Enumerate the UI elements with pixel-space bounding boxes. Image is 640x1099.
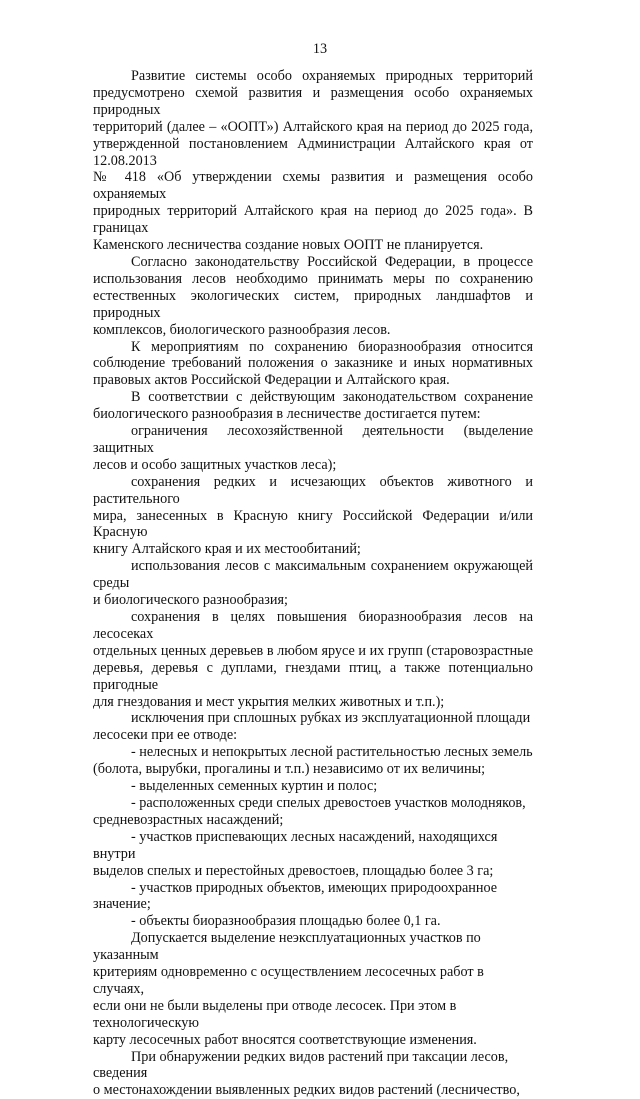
text-line: Согласно законодательству Российской Федерации, в процессе	[131, 253, 533, 270]
text-line: карту лесосечных работ вносятся соответствующие изменения.	[93, 1031, 477, 1048]
text-line: утвержденной постановлением Администрации Алтайского края от	[93, 135, 533, 152]
text-line: предусмотрено схемой развития и размещения особо охраняемых природных	[93, 84, 533, 118]
page-number: 13	[312, 41, 328, 57]
text-line: книгу Алтайского края и их местообитаний;	[93, 541, 361, 558]
text-line: отдельных ценных деревьев в любом ярусе и их групп (старовозрастные	[93, 642, 533, 659]
text-line: лесосеки при ее отводе:	[93, 727, 238, 744]
text-line: естественных экологических систем, природных ландшафтов и природных	[93, 287, 533, 321]
text-line: 12.08.2013	[93, 152, 157, 169]
text-line: Развитие системы особо охраняемых природных территорий	[131, 68, 533, 84]
text-line: и биологического разнообразия;	[93, 592, 288, 609]
body-text	[93, 68, 533, 1099]
text-line: комплексов, биологического разнообразия лесов.	[93, 321, 391, 338]
text-line: территорий (далее – «ООПТ») Алтайского края на период до 2025 года,	[93, 118, 533, 135]
text-line: - нелесных и непокрытых лесной растительностью лесных земель	[131, 744, 533, 761]
text-line: ограничения лесохозяйственной деятельности (выделение защитных	[93, 423, 533, 456]
text-line: сохранения в целях повышения биоразнообразия лесов на лесосеках	[93, 609, 533, 642]
text-line: средневозрастных насаждений;	[93, 811, 284, 828]
text-line: - участков природных объектов, имеющих природоохранное значение;	[93, 879, 498, 913]
text-line: К мероприятиям по сохранению биоразнообразия относится	[131, 338, 533, 355]
text-line: - выделенных семенных куртин и полос;	[131, 778, 378, 795]
text-line: критериям одновременно с осуществлением лесосечных работ в случаях,	[93, 964, 484, 997]
text-line: Допускается выделение неэксплуатационных участков по указанным	[93, 930, 481, 964]
text-line: мира, занесенных в Красную книгу Российской Федерации и/или Красную	[93, 507, 533, 541]
text-line: правовых актов Российской Федерации и Алтайского края.	[93, 372, 450, 389]
text-line: соблюдение требований положения о заказнике и иных нормативных	[93, 355, 533, 372]
text-line: использования лесов с максимальным сохранением окружающей среды	[93, 558, 533, 592]
text-line: При обнаружении редких видов растений при таксации лесов, сведения	[93, 1048, 509, 1082]
text-line: природных территорий Алтайского края на период до 2025 года». В границах	[93, 203, 533, 237]
text-line: о местонахождении выявленных редких видов растений (лесничество,	[93, 1082, 520, 1099]
text-line: для гнездования и мест укрытия мелких животных и т.п.);	[93, 693, 445, 710]
text-line: исключения при сплошных рубках из эксплуатационной площади	[131, 710, 531, 727]
text-line: деревья, деревья с дуплами, гнездами птиц, а также потенциально пригодные	[93, 659, 533, 693]
text-line: выделов спелых и перестойных древостоев, площадью более 3 га;	[93, 862, 494, 879]
text-line: если они не были выделены при отводе лесосек. При этом в технологическую	[93, 997, 457, 1031]
text-line: - объекты биоразнообразия площадью более 0,1 га.	[131, 913, 441, 930]
text-line: (болота, вырубки, прогалины и т.п.) независимо от их величины;	[93, 761, 486, 778]
text-line: сохранения редких и исчезающих объектов животного и растительного	[93, 473, 533, 507]
text-line: № 418 «Об утверждении схемы развития и размещения особо охраняемых	[93, 169, 533, 203]
text-line: - расположенных среди спелых древостоев участков молодняков,	[131, 794, 526, 811]
text-line: - участков приспевающих лесных насаждений, находящихся внутри	[93, 828, 498, 862]
text-line: использования лесов необходимо принимать меры по сохранению	[93, 270, 533, 287]
text-line: Каменского лесничества создание новых ООПТ не планируется.	[93, 237, 484, 254]
text-line: лесов и особо защитных участков леса);	[93, 456, 337, 473]
text-line: В соответствии с действующим законодательством сохранение	[131, 389, 533, 406]
text-line: биологического разнообразия в лесничестве достигается путем:	[93, 406, 481, 423]
